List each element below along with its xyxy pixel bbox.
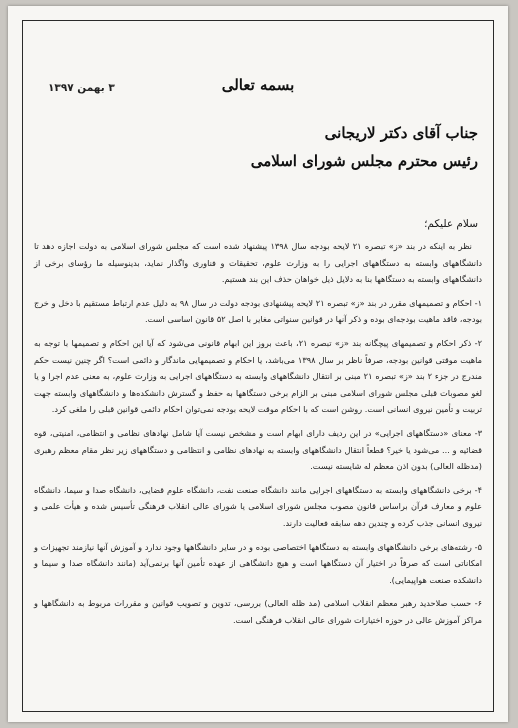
recipient-block — [251, 124, 478, 170]
letter-page — [8, 6, 508, 722]
point-3: ۳- معنای «دستگاههای اجرایی» در این ردیف دارای ابهام است و مشخص نیست آیا شامل نهادهای نظامی و انتظامی، امنیتی، قوه قضائیه و ... می‌شود یا خیر؟ قطعاً انتقال دانشگاههای وابسته به نهادهای نظامی و انتظامی و دستگاههای زیر نظر مقام معظم رهبری (مدظله العالی) بدون اذن معظم له شایسته نیست. — [34, 427, 482, 472]
point-6: ۶- حسب صلاحدید رهبر معظم انقلاب اسلامی (مد ظله العالی) بررسی، تدوین و تصویب قوانین و مقررات مربوط به دانشگاهها و مراکز آموزش عالی در حوزه اختیارات شورای عالی انقلاب فرهنگی است. — [34, 598, 482, 625]
letter-date: ۳ بهمن ۱۳۹۷ — [48, 82, 115, 94]
recipient-title: رئیس محترم مجلس شورای اسلامی — [250, 152, 478, 170]
point-1: ۱- احکام و تصمیمهای مقرر در بند «ز» تبصره ۲۱ لایحه پیشنهادی بودجه دولت در سال ۹۸ به دلیل عدم ارتباط مستقیم با دخل و خرج بودجه، فاقد ماهیت بودجه‌ای بوده و ذکر آنها در قوانین سنواتی مغایر با اصل ۵۲ قانون اساسی است. — [34, 297, 482, 325]
recipient-name: جناب آقای دکتر لاریجانی — [324, 124, 478, 142]
intro-paragraph: نظر به اینکه در بند «ز» تبصره ۲۱ لایحه بودجه سال ۱۳۹۸ پیشنهاد شده است که مجلس شورای اسلامی به دولت اجازه دهد تا دانشگاههای وابسته به دستگاههای اجرایی را به وزارت علوم، تحقیقات و فناوری واگذار نماید، بدینوسیله ما رؤسای برخی از دانشگاههای وابسته به دستگاهها بنا به دلایل ذیل خواهان حذف این بند هستیم. — [34, 241, 482, 285]
point-4: ۴- برخی دانشگاههای وابسته به دستگاههای اجرایی مانند دانشگاه صنعت نفت، دانشگاه علوم قضایی، دانشگاه صدا و سیما، دانشگاه علوم و معارف قرآن براساس قانون مصوب مجلس شورای اسلامی یا شورای عالی انقلاب فرهنگی تأسیس شده و هیأت علمی و نیروی انسانی جذب کرده و چندین دهه سابقه فعالیت دارند. — [34, 484, 482, 528]
point-5: ۵- رشته‌های برخی دانشگاههای وابسته به دستگاهها اختصاصی بوده و در سایر دانشگاهها وجود ندارد و آموزش آنها نیازمند تجهیزات و امکاناتی است که صرفاً در اختیار آن دستگاهها است و هیچ دانشگاهی از عهده تأمین آنها برنمی‌آید (مانند دانشگاه صدا و سیما و دانشکده صنعت هواپیمایی). — [34, 541, 482, 585]
point-2: ۲- ذکر احکام و تصمیمهای پیچگانه بند «ز» تبصره ۲۱، باعث بروز این ابهام قانونی می‌شود که آیا این احکام و تصمیمها با توجه به ماهیت موقتی قوانین بودجه، صرفاً ناظر بر سال ۱۳۹۸ می‌باشد، یا احکام و تصمیمهایی ماندگار و دائمی است؟ اگر چنین نیست حکم مندرج در جزء ۲ بند «ز» تبصره ۲۱ مبنی بر انتقال دانشگاههای وابسته به دستگاههای اجرایی به وزارت علوم، به معنی عدم اجرا و یا لغو مصوبات قبلی مجلس شورای اسلامی مبنی بر الزام برخی دستگاهها به حفظ و گسترش دانشکده‌ها و دانشگاههای وابسته جهت تربیت و تأمین نیروی انسانی است. روشن است که با احکام موقت لایحه بودجه نمی‌توان احکام دائمی قوانین قبلی را ملغی کرد. — [34, 337, 482, 415]
letter-body — [34, 238, 482, 635]
basmala-heading: بسمه تعالی — [221, 76, 295, 94]
greeting: سلام علیکم؛ — [424, 218, 478, 230]
